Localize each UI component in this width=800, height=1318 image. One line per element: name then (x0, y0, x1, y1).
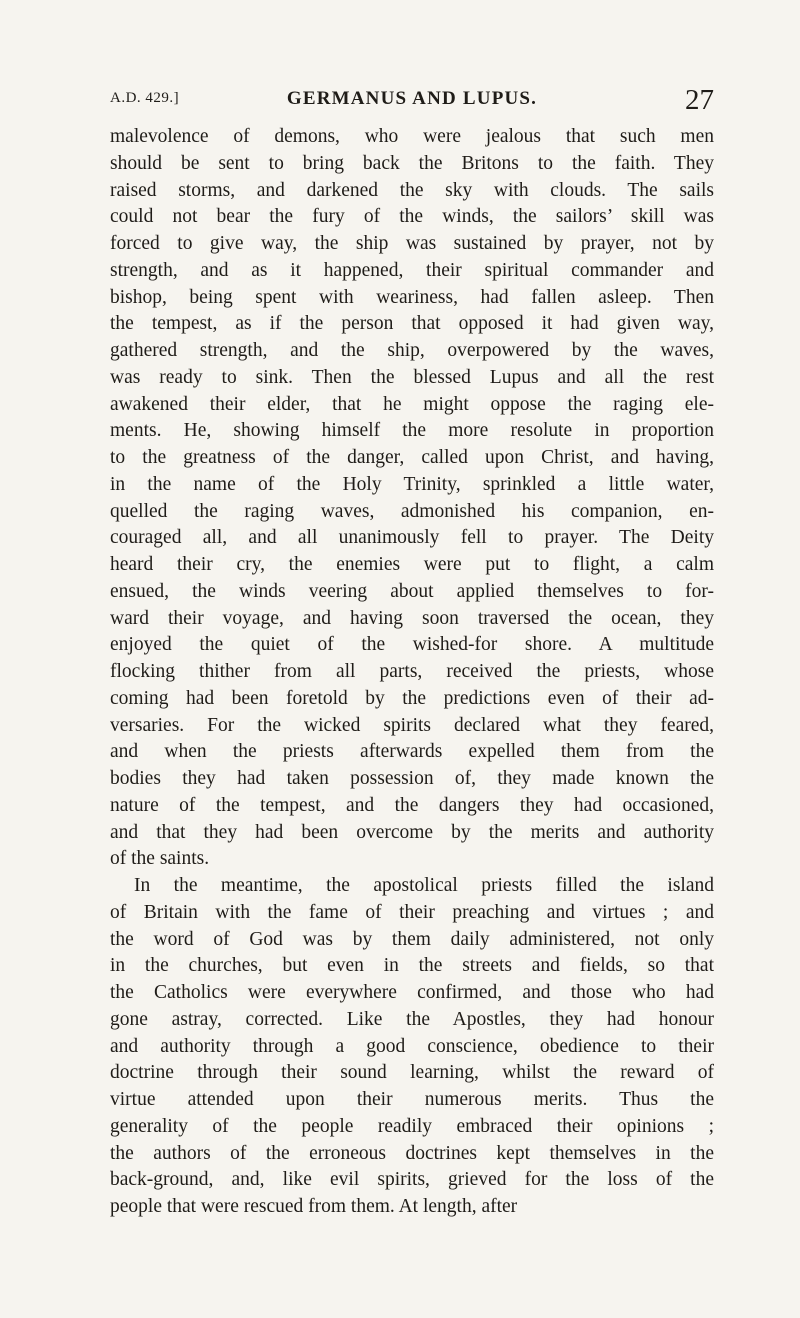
text-line: quelled the raging waves, admonished his companion, en- (110, 500, 714, 522)
text-line: generality of the people readily embraced their opinions ; (110, 1115, 714, 1137)
text-line: forced to give way, the ship was sustained by prayer, not by (110, 233, 714, 254)
text-line: versaries. For the wicked spirits declared what they feared, (110, 714, 714, 736)
text-line: and that they had been overcome by the merits and authority (110, 821, 714, 843)
text-line: ments. He, showing himself the more resolute in proportion (110, 420, 714, 442)
text-line: the word of God was by them daily administered, not only (110, 928, 714, 950)
text-line: flocking thither from all parts, received the priests, whose (110, 661, 714, 682)
text-line: should be sent to bring back the Britons to the faith. They (110, 152, 714, 174)
page-number: 27 (685, 84, 714, 116)
text-line: gathered strength, and the ship, overpowered by the waves, (110, 340, 714, 361)
text-line: raised storms, and darkened the sky with clouds. The sails (110, 179, 714, 201)
text-line: coming had been foretold by the predictions even of their ad- (110, 687, 714, 709)
text-line: bodies they had taken possession of, they made known the (110, 768, 714, 789)
text-line: of the saints. (110, 848, 210, 870)
text-line: in the churches, but even in the streets and fields, so that (110, 955, 714, 977)
running-head-date: A.D. 429.] (110, 90, 180, 106)
text-line: in the name of the Holy Trinity, sprinkled a little water, (110, 473, 714, 495)
text-line: gone astray, corrected. Like the Apostles, they had honour (110, 1008, 714, 1030)
running-head-title: GERMANUS AND LUPUS. (286, 88, 538, 109)
text-line: bishop, being spent with weariness, had fallen asleep. Then (110, 286, 714, 308)
text-line: doctrine through their sound learning, whilst the reward of (110, 1062, 714, 1084)
text-line: virtue attended upon their numerous merits. Thus the (110, 1089, 714, 1110)
text-line: and when the priests afterwards expelled them from the (110, 741, 714, 763)
text-line: couraged all, and all unanimously fell to prayer. The Deity (110, 527, 714, 549)
text-line: In the meantime, the apostolical priests filled the island (134, 875, 714, 896)
text-line: of Britain with the fame of their preaching and virtues ; and (110, 901, 714, 923)
text-line: heard their cry, the enemies were put to flight, a calm (110, 554, 714, 575)
text-line: nature of the tempest, and the dangers they had occasioned, (110, 794, 714, 816)
text-line: strength, and as it happened, their spiritual commander and (110, 259, 714, 281)
text-line: awakened their elder, that he might oppose the raging ele- (110, 393, 714, 415)
text-line: ward their voyage, and having soon traversed the ocean, they (110, 607, 714, 629)
text-line: people that were rescued from them. At length, after (110, 1196, 518, 1217)
text-line: was ready to sink. Then the blessed Lupus and all the rest (110, 366, 714, 388)
text-line: to the greatness of the danger, called upon Christ, and having, (110, 447, 714, 468)
text-line: back-ground, and, like evil spirits, grieved for the loss of the (110, 1169, 714, 1191)
text-line: ensued, the winds veering about applied themselves to for- (110, 580, 714, 602)
text-line: malevolence of demons, who were jealous that such men (110, 126, 714, 147)
text-line: enjoyed the quiet of the wished-for shore. A multitude (110, 634, 714, 656)
text-line: and authority through a good conscience, obedience to their (110, 1035, 714, 1057)
text-line: the Catholics were everywhere confirmed, and those who had (110, 982, 714, 1003)
text-line: the authors of the erroneous doctrines kept themselves in the (110, 1142, 714, 1164)
text-line: the tempest, as if the person that opposed it had given way, (110, 313, 714, 335)
body-text (110, 124, 714, 1221)
text-line: could not bear the fury of the winds, the sailors’ skill was (110, 206, 714, 228)
running-head (110, 84, 714, 116)
